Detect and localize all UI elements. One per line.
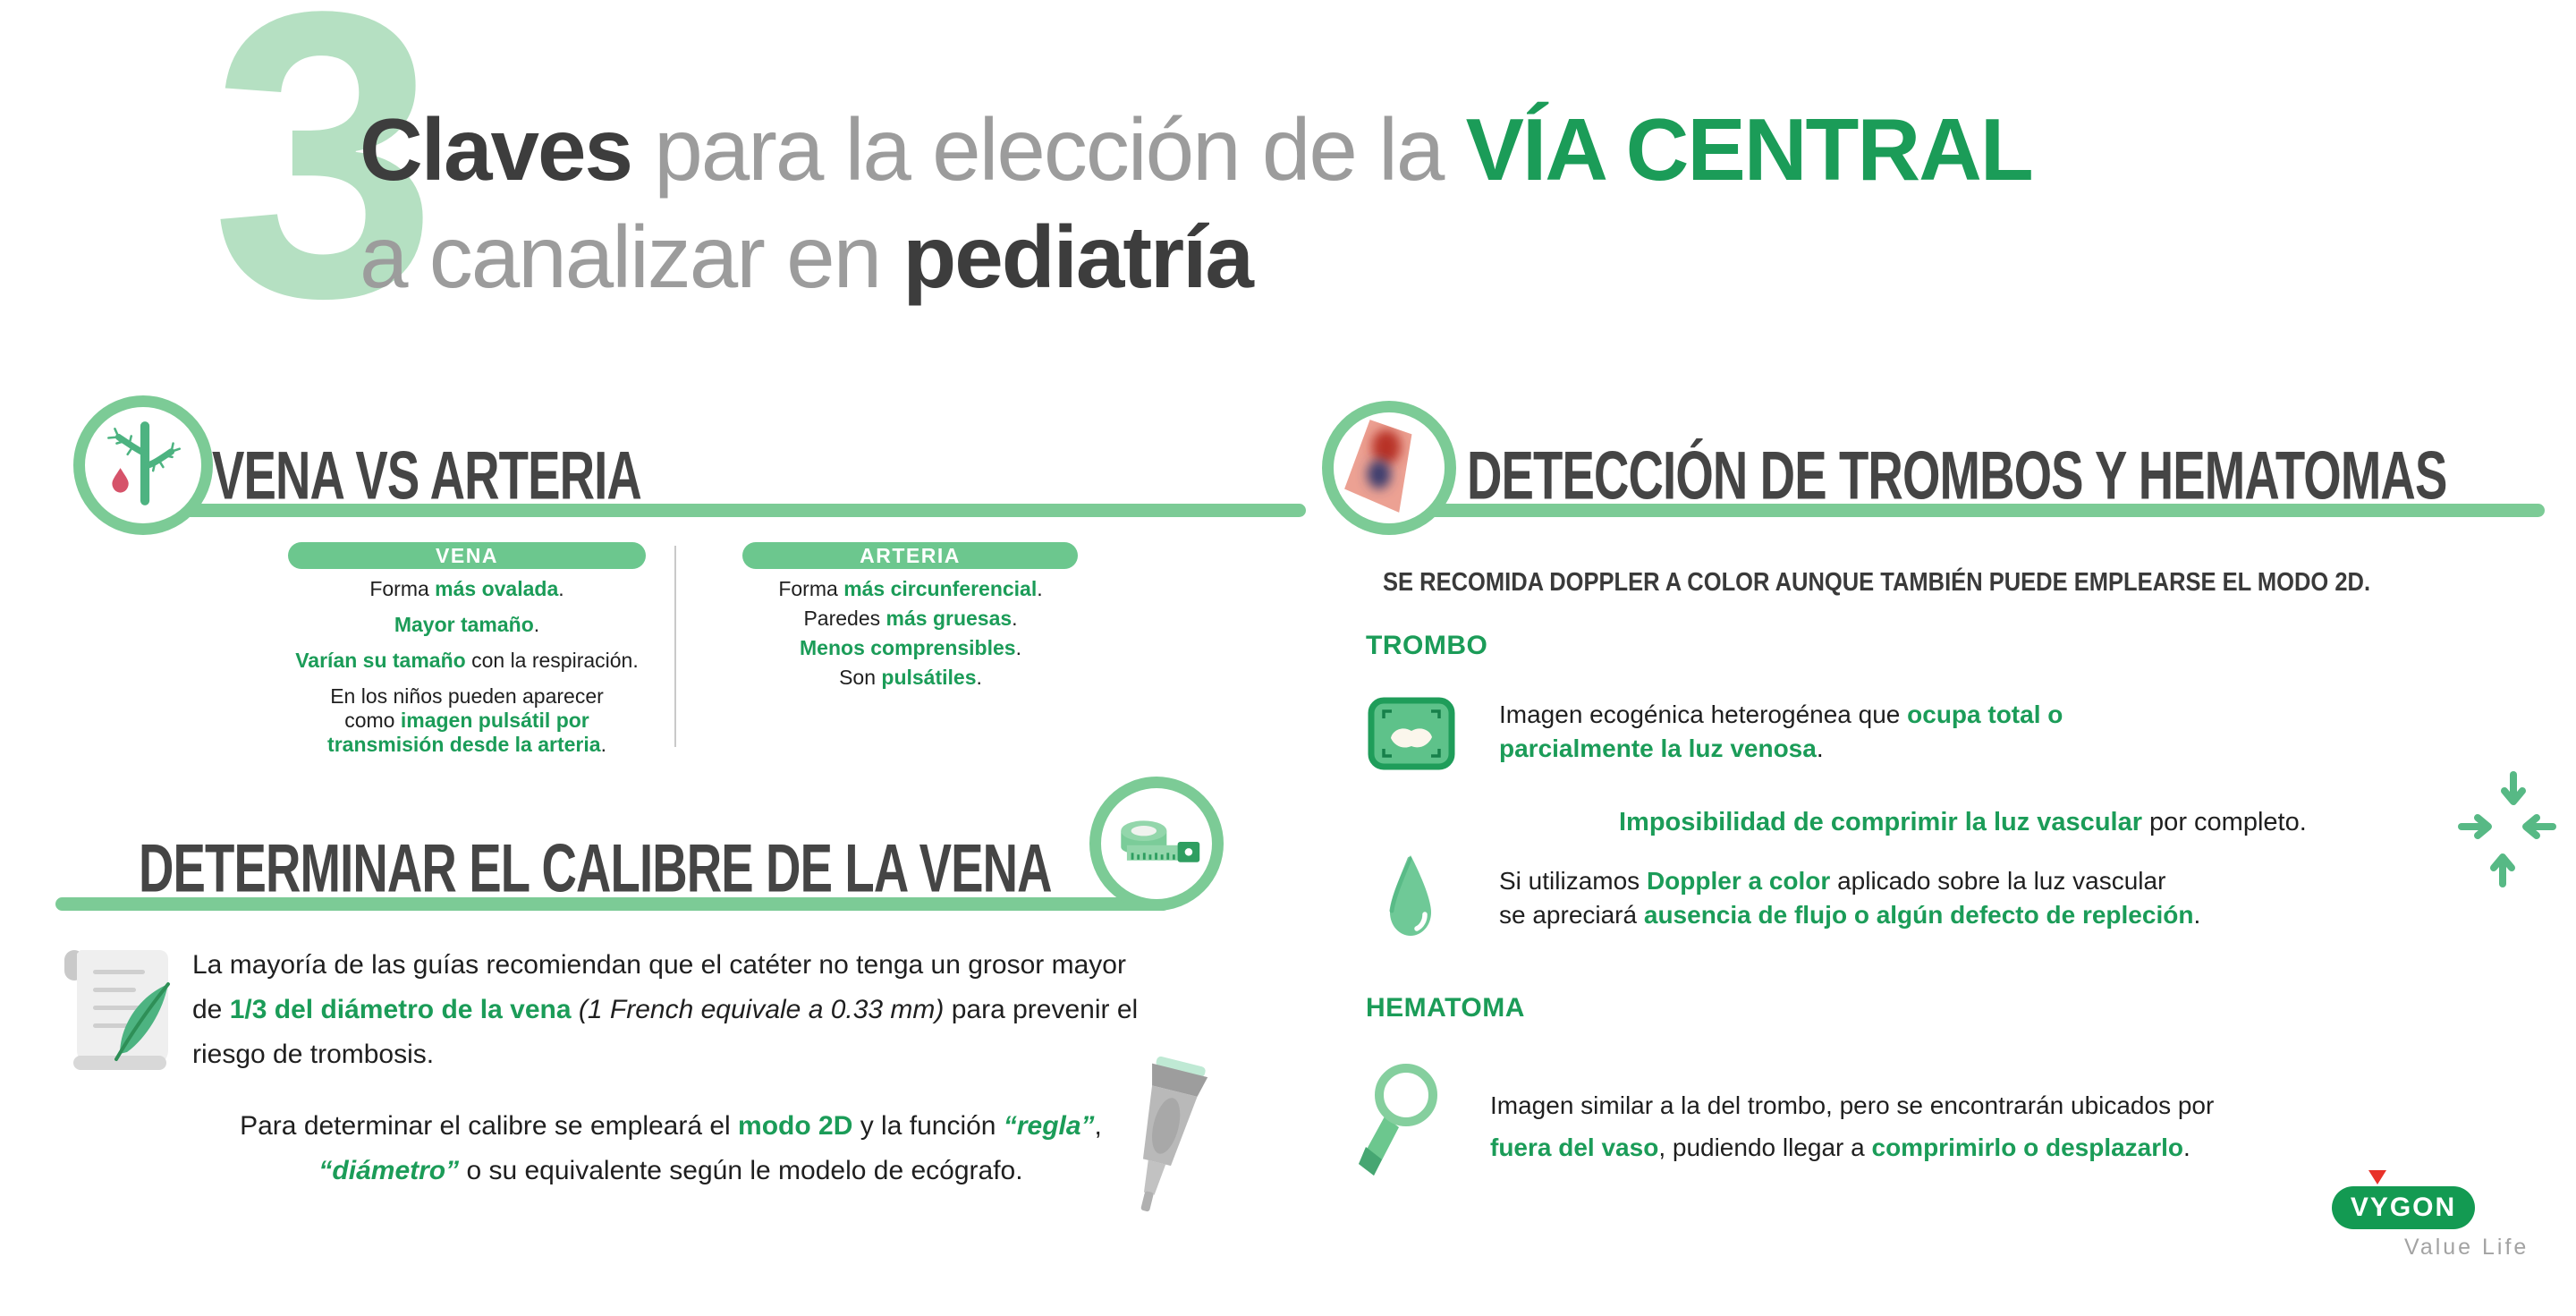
vena-item: En los niños pueden aparecer como imagen pulsátil por transmisión desde la arteria. <box>327 684 606 756</box>
ultrasound-screen-icon <box>1367 689 1456 783</box>
arteria-item: Paredes más gruesas. <box>803 607 1018 630</box>
vena-column <box>234 577 699 768</box>
vygon-logo-text: VYGON <box>2350 1193 2457 1222</box>
title-line-1: Claves para la elección de la VÍA CENTRAL <box>360 100 2032 199</box>
vena-item: Varían su tamaño con la respiración. <box>295 649 639 672</box>
arteria-pill-label: ARTERIA <box>860 543 961 567</box>
hematoma-bullet: Imagen similar a la del trombo, pero se encontrarán ubicados por fuera del vaso, pudiendo llegar a comprimirlo o desplazarlo. <box>1490 1091 2215 1161</box>
vygon-logo <box>2332 1186 2475 1229</box>
trombo-label: TROMBO <box>1366 631 1488 660</box>
scroll-quill-icon <box>54 941 188 1084</box>
trombo-doppler-bullet: Si utilizamos Doppler a color aplicado sobre la luz vascular se apreciará ausencia de flujo o algún defecto de repleción. <box>1499 867 2201 929</box>
vena-item: Mayor tamaño. <box>394 613 540 636</box>
vygon-tagline: Value Life <box>2404 1235 2529 1260</box>
deteccion-heading: DETECCIÓN DE TROMBOS Y HEMATOMAS <box>1467 438 2447 514</box>
arteria-item: Son pulsátiles. <box>839 666 982 689</box>
big-number-3: 3 <box>211 0 438 382</box>
compress-arrows-icon <box>2458 771 2556 892</box>
vena-arteria-heading: VENA VS ARTERIA <box>212 438 641 514</box>
hematoma-label: HEMATOMA <box>1366 993 1525 1023</box>
tape-measure-icon <box>1110 808 1203 880</box>
ultrasound-probe-icon <box>1107 1054 1219 1228</box>
vena-pill <box>288 542 646 569</box>
calibre-heading: DETERMINAR EL CALIBRE DE LA VENA <box>139 831 1052 907</box>
arteria-item: Menos comprensibles. <box>800 636 1021 659</box>
vena-item: Forma más ovalada. <box>369 577 564 600</box>
deteccion-subtitle: SE RECOMIDA DOPPLER A COLOR AUNQUE TAMBIÉN PUEDE EMPLEARSE EL MODO 2D. <box>1383 568 2371 597</box>
bruise-icon-badge <box>1322 401 1456 535</box>
trombo-bullet-1: Imagen ecogénica heterogénea que ocupa total o parcialmente la luz venosa. <box>1499 700 2063 762</box>
vena-pill-label: VENA <box>436 543 498 567</box>
vein-icon <box>93 413 193 518</box>
calibre-paragraph-2: Para determinar el calibre se empleará el modo 2D y la función “regla”, “diámetro” o su equivalente según le modelo de ecógrafo. <box>240 1111 1102 1185</box>
tape-measure-badge <box>1089 777 1224 911</box>
magnifier-icon <box>1358 1061 1443 1186</box>
trombo-compress-line: Imposibilidad de comprimir la luz vascular por completo. <box>1619 808 2307 836</box>
arteria-item: Forma más circunferencial. <box>778 577 1043 600</box>
vygon-logo-accent-icon <box>2368 1170 2386 1184</box>
vein-icon-badge <box>73 395 213 535</box>
column-divider <box>674 546 676 747</box>
calibre-paragraph-1: La mayoría de las guías recomiendan que el catéter no tenga un grosor mayor de 1/3 del diámetro de la vena (1 French equivale a 0.33 mm) para prevenir el riesgo de trombosis. <box>192 950 1139 1069</box>
arteria-pill <box>742 542 1078 569</box>
title-line-2: a canalizar en pediatría <box>360 208 1252 306</box>
drop-icon <box>1383 852 1438 947</box>
arteria-column <box>705 577 1116 695</box>
bruise-icon <box>1339 416 1439 521</box>
